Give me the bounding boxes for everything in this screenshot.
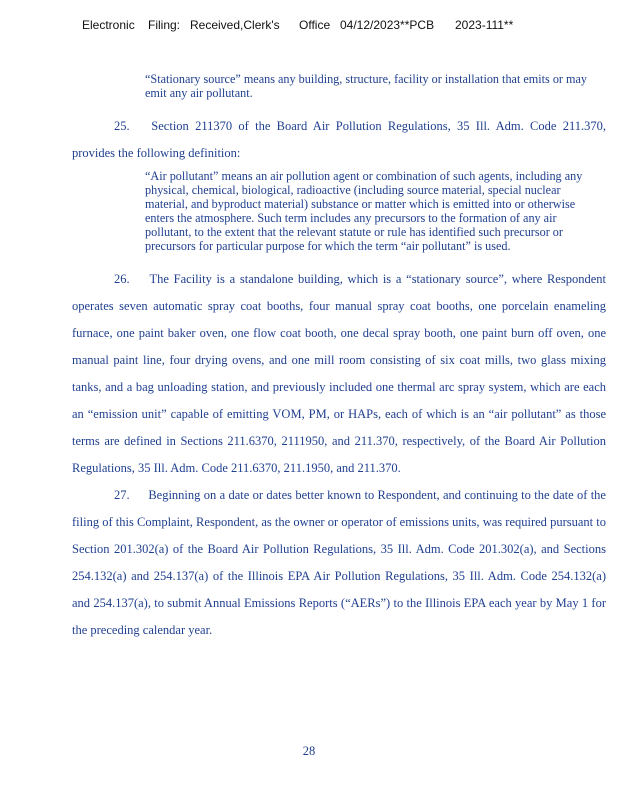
- paragraph-25: [72, 113, 606, 167]
- page-number: 28: [302, 744, 316, 758]
- paragraph-27: [72, 482, 606, 644]
- document-body: [72, 72, 606, 644]
- filing-header: [82, 18, 602, 36]
- header-electronic: Electronic: [82, 18, 135, 32]
- paragraph-25-number: 25.: [114, 119, 130, 133]
- stationary-source-quote: “Stationary source” means any building, structure, facility or installation that emits or may emit any air pollutant.: [145, 72, 588, 100]
- header-date-code: 04/12/2023**PCB: [340, 18, 435, 32]
- header-case-number: 2023-111**: [455, 18, 514, 32]
- header-received-clerks: Received,Clerk's: [190, 18, 280, 32]
- paragraph-27-text: Beginning on a date or dates better known to Respondent, and continuing to the date of the filing of this Complaint, Respondent, as the owner or operator of emissions units, was required pursuant to Section 201.302(a) of the Board Air Pollution Regulations, 35 Ill. Adm. Code 201.302(a), and Sections 254.132(a) and 254.137(a) of the Illinois EPA Air Pollution Regulations, 35 Ill. Adm. Code 254.132(a) and 254.137(a), to submit Annual Emissions Reports (“AERs”) to the Illinois EPA each year by May 1 for the preceding calendar year.: [72, 488, 606, 637]
- paragraph-27-number: 27.: [114, 488, 130, 502]
- paragraph-25-text: Section 211370 of the Board Air Pollution Regulations, 35 Ill. Adm. Code 211.370, provides the following definition:: [72, 119, 607, 160]
- paragraph-26-number: 26.: [114, 272, 130, 286]
- paragraph-26-text: The Facility is a standalone building, which is a “stationary source”, where Respondent operates seven automatic spray coat booths, four manual spray coat booths, one porcelain enameling furnace, one paint baker oven, one flow coat booth, one decal spray booth, one paint burn off oven, one manual paint line, four drying ovens, and one mill room consisting of six coat mills, two glass mixing tanks, and a bag unloading station, and previously included one thermal arc spray system, which are each an “emission unit” capable of emitting VOM, PM, or HAPs, each of which is an “air pollutant” as those terms are defined in Sections 211.6370, 2111950, and 211.370, respectively, of the Board Air Pollution Regulations, 35 Ill. Adm. Code 211.6370, 211.1950, and 211.370.: [72, 272, 606, 475]
- header-office: Office: [299, 18, 331, 32]
- header-filing: Filing:: [148, 18, 181, 32]
- paragraph-26: [72, 266, 606, 482]
- air-pollutant-quote: “Air pollutant” means an air pollution agent or combination of such agents, including any physical, chemical, biological, radioactive (including source material, special nuclear material, and byproduct material) substance or matter which is emitted into or otherwise enters the atmosphere. Such term includes any precursors to the formation of any air pollutant, to the extent that the relevant statute or rule has identified such precursor or precursors for particular purpose for which the term “air pollutant” is used.: [145, 169, 583, 253]
